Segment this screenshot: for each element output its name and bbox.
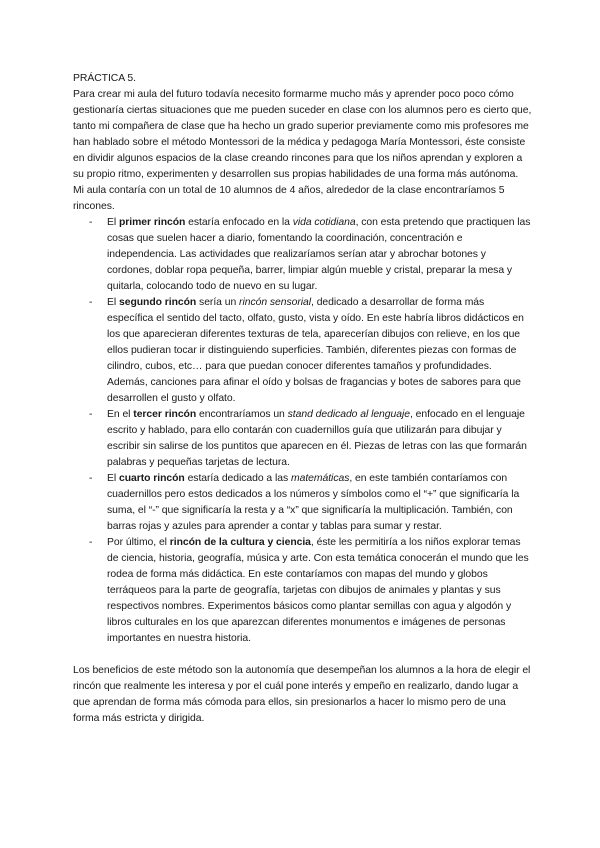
rincon-theme: rincón sensorial [239,297,312,308]
intro-paragraph: Para crear mi aula del futuro todavía necesito formarme mucho más y aprender poco poco cómo gestionaría ciertas situaciones que me pueden suceder en clase con los alumnos pero es cierto que, tanto mi compañera de clase que ha hecho un grado superior previamente como mis profesores me han hablado sobre el método Montessori de la médica y pedagoga María Montessori, éste consiste en dividir algunos espacios de la clase creando rincones para que los niños aprendan y exploren a su propio ritmo, experimenten y desarrollen sus propias habilidades de una forma más autónoma. [73,89,532,180]
document-title: PRÁCTICA 5. [73,73,136,84]
bullet-dash: - [89,217,93,228]
rincon-name: cuarto rincón [118,473,185,484]
document-page [73,71,533,727]
rincones-list [73,215,533,647]
rincon-name: primer rincón [118,217,186,228]
bullet-dash: - [89,409,93,420]
class-description-paragraph: Mi aula contaría con un total de 10 alumnos de 4 años, alrededor de la clase encontraríamos 5 rincones. [73,185,505,212]
list-item-rincon-4: - El cuarto rincón estaría dedicado a las matemáticas, en este también contaríamos con cuadernillos pero estos dedicados a los números y símbolos como el “+” que significaría la suma, el “-” que significaría la resta y a “x” que significaría la multiplicación. También, con barras rojas y azules para aprender a contar y tablas para sumar y restar. [89,473,520,532]
rincon-name: tercer rincón [133,409,197,420]
bullet-dash: - [89,297,93,308]
conclusion-paragraph: Los beneficios de este método son la autonomía que desempeñan los alumnos a la hora de elegir el rincón que realmente les interesa y por el cuál pone interés y empeño en realizarlo, dando lugar a que aprendan de forma más cómoda para ellos, sin presionarlos a hacer lo mismo pero de una forma más estricta y dirigida. [73,665,531,724]
list-item-rincon-1: - El primer rincón estaría enfocado en la vida cotidiana, con esta pretendo que practiquen las cosas que suelen hacer a diario, fomentando la coordinación, concentración e independencia. Las actividades que realizaríamos serían atar y abrochar botones y cordones, doblar ropa pequeña, barrer, limpiar algún mueble y cristal, preparar la mesa y quitarla, colocando todo de nuevo en su lugar. [89,217,531,292]
list-item-rincon-3: - En el tercer rincón encontraríamos un stand dedicado al lenguaje, enfocado en el lenguaje escrito y hablado, para ello contarán con cuadernillos guía que utilizarán para dibujar y escribir sin salirse de los puntitos que aparecen en él. Piezas de letras con las que formarán palabras y pequeñas tarjetas de lectura. [89,409,527,468]
list-item-rincon-5: - Por último, el rincón de la cultura y ciencia, éste les permitiría a los niños explorar temas de ciencia, historia, geografía, música y arte. Con esta temática conocerán el mundo que les rodea de forma más didáctica. En este contaríamos con mapas del mundo y globos terráqueos para la parte de geografía, tarjetas con dibujos de animales y plantas y sus respectivos nombres. Experimentos básicos como plantar semillas con agua y algodón y libros culturales en los que aparezcan diferentes monumentos e imágenes de personas importantes en nuestra historia. [89,537,529,644]
rincon-name: rincón de la cultura y ciencia [169,537,311,548]
bullet-dash: - [89,473,93,484]
rincon-theme: matemáticas [290,473,350,484]
rincon-name: segundo rincón [118,297,197,308]
bullet-dash: - [89,537,93,548]
list-item-rincon-2: - El segundo rincón sería un rincón sensorial, dedicado a desarrollar de forma más específica el sentido del tacto, olfato, gusto, vista y oído. En este habría libros didácticos en los que aparecieran diferentes texturas de tela, aparecerían dibujos con relieve, en los que ellos pudieran tocar ir distinguiendo superficies. También, diferentes piezas con formas de cilindro, cubos, etc… para que puedan conocer diferentes tamaños y profundidades. Además, canciones para afinar el oído y bolsas de fragancias y botes de sabores para que desarrollen el gusto y olfato. [89,297,524,404]
rincon-theme: vida cotidiana [292,217,356,228]
rincon-theme: stand dedicado al lenguaje [287,409,410,420]
